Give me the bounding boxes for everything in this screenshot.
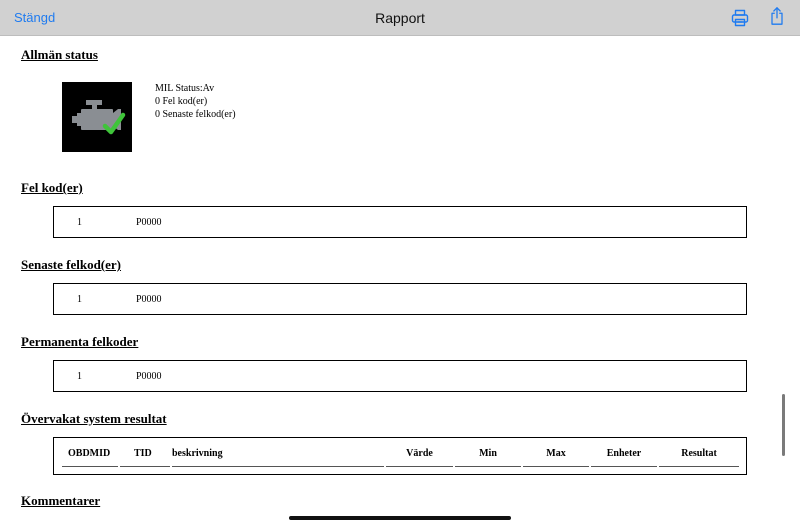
fault-code-value: P0000 (136, 217, 162, 228)
recent-fault-codes-table (53, 283, 747, 315)
column-header-value: Värde (386, 448, 453, 467)
share-icon[interactable] (767, 6, 787, 26)
column-header-max: Max (523, 448, 589, 467)
permanent-fault-codes-heading: Permanenta felkoder (21, 334, 139, 349)
monitored-results-heading: Övervakat system resultat (21, 411, 167, 426)
page-title: Rapport (375, 10, 425, 26)
permanent-fault-codes-table (53, 360, 747, 392)
column-header-units: Enheter (591, 448, 657, 467)
recent-fault-code-index: 1 (77, 294, 82, 305)
fault-code-index: 1 (77, 217, 82, 228)
fault-codes-heading: Fel kod(er) (21, 180, 83, 195)
permanent-fault-code-index: 1 (77, 371, 82, 382)
fault-codes-table (53, 206, 747, 238)
vertical-scrollbar[interactable] (782, 394, 785, 456)
printer-icon[interactable] (730, 8, 750, 28)
comments-heading: Kommentarer (21, 493, 101, 508)
check-engine-ok-icon (62, 82, 132, 152)
mil-status: MIL Status:Av (155, 83, 215, 94)
column-header-obdmid: OBDMID (62, 448, 118, 467)
fault-codes-count: 0 Fel kod(er) (155, 96, 208, 107)
close-button[interactable]: Stängd (14, 10, 56, 25)
home-indicator[interactable] (289, 516, 511, 520)
column-header-result: Resultat (659, 448, 739, 467)
column-header-min: Min (455, 448, 521, 467)
report-content[interactable] (0, 36, 800, 525)
recent-fault-codes-count: 0 Senaste felkod(er) (155, 109, 236, 120)
status-summary (155, 82, 236, 121)
monitored-results-table (53, 437, 747, 475)
general-status-heading: Allmän status (21, 47, 98, 62)
recent-fault-code-value: P0000 (136, 294, 162, 305)
column-header-description: beskrivning (172, 448, 384, 467)
recent-fault-codes-heading: Senaste felkod(er) (21, 257, 122, 272)
permanent-fault-code-value: P0000 (136, 371, 162, 382)
navigation-bar (0, 0, 800, 36)
column-header-tid: TID (120, 448, 170, 467)
